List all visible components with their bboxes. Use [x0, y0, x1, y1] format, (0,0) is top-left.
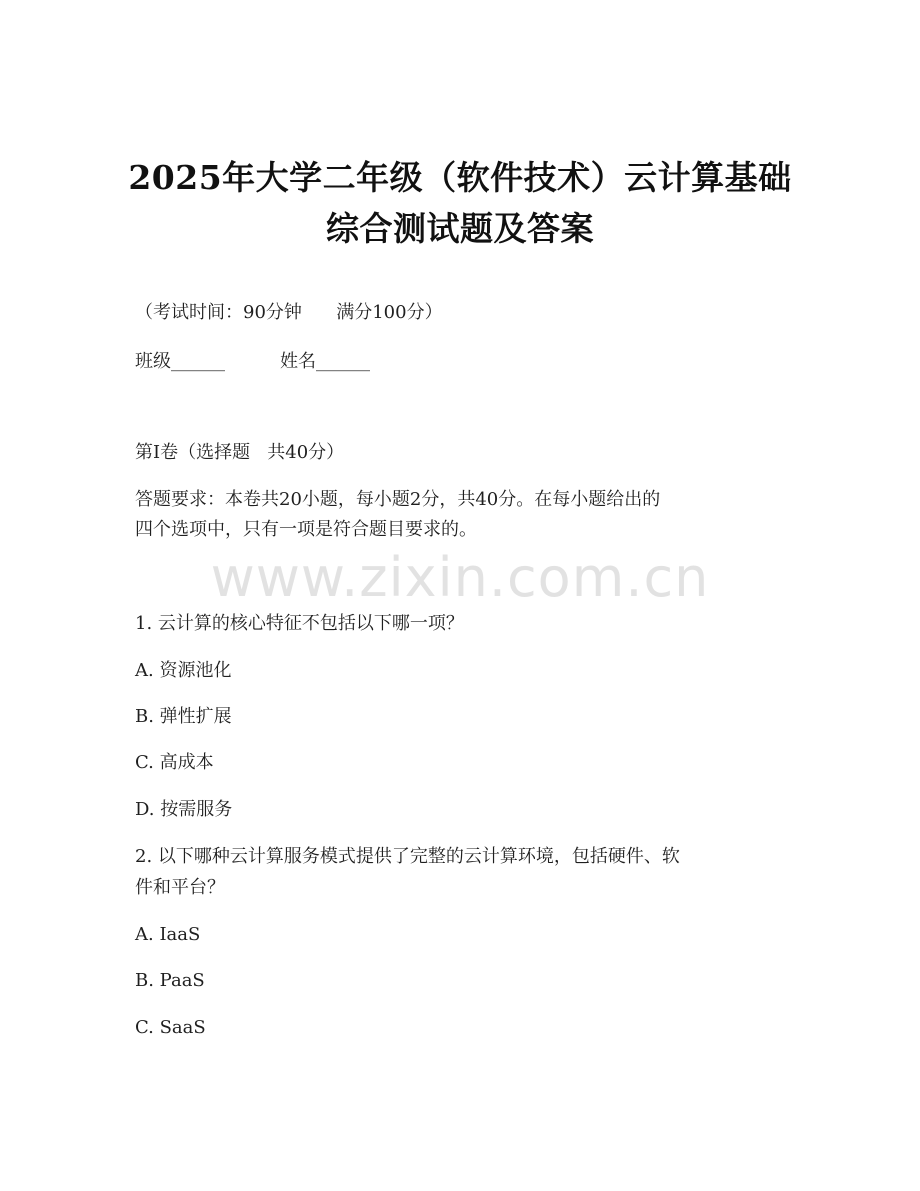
instructions-line-2: 四个选项中，只有一项是符合题目要求的。 — [135, 519, 477, 540]
question-2-option-a: A. IaaS — [135, 924, 201, 945]
document-title-line-2: 综合测试题及答案 — [326, 209, 594, 248]
question-1-option-a: A. 资源池化 — [135, 660, 232, 681]
question-1-option-b: B. 弹性扩展 — [135, 706, 232, 727]
instructions-line-1: 答题要求：本卷共20小题，每小题2分，共40分。在每小题给出的 — [135, 489, 661, 510]
section-heading: 第I卷（选择题 共40分） — [135, 442, 345, 463]
class-field-label: 班级______ — [135, 351, 225, 372]
question-1-option-d: D. 按需服务 — [135, 799, 233, 820]
question-2-option-c: C. SaaS — [135, 1017, 206, 1038]
exam-info: （考试时间：90分钟 满分100分） — [135, 302, 443, 323]
question-2-stem-line-2: 件和平台？ — [135, 877, 225, 898]
question-2-stem-line-1: 2. 以下哪种云计算服务模式提供了完整的云计算环境，包括硬件、软 — [135, 846, 680, 867]
document-title-line-1: 2025年大学二年级（软件技术）云计算基础 — [128, 158, 792, 197]
question-1-option-c: C. 高成本 — [135, 752, 214, 773]
name-field-label: 姓名______ — [280, 351, 370, 372]
student-info-row — [135, 347, 795, 377]
question-2-option-b: B. PaaS — [135, 970, 205, 991]
question-1-stem: 1. 云计算的核心特征不包括以下哪一项？ — [135, 613, 464, 634]
watermark: www.zixin.com.cn — [210, 546, 710, 609]
